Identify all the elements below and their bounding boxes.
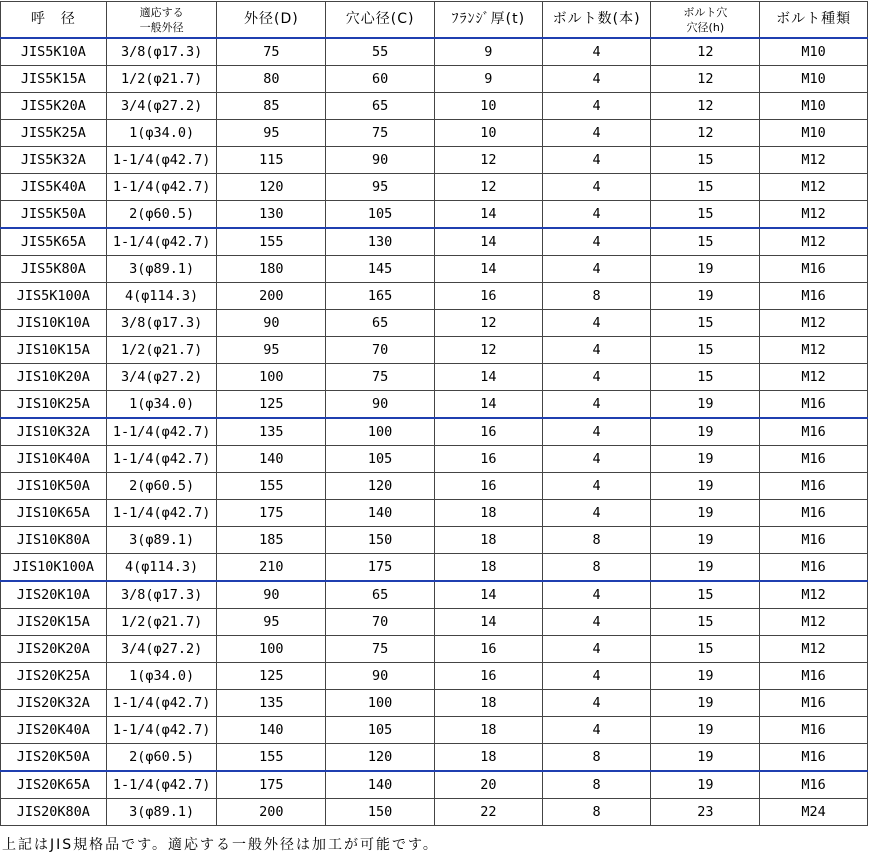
cell-bolt-count: 8 xyxy=(542,799,651,826)
cell-pitch-circle: 105 xyxy=(326,446,435,473)
cell-bolt-type: M16 xyxy=(760,527,868,554)
cell-outer-diameter: 200 xyxy=(217,799,326,826)
cell-nominal: JIS5K80A xyxy=(1,256,107,283)
header-pitch-circle: 穴心径(C) xyxy=(326,2,435,39)
cell-pitch-circle: 75 xyxy=(326,120,435,147)
table-row xyxy=(1,418,868,446)
cell-bolt-hole: 15 xyxy=(651,228,760,256)
cell-bolt-type: M12 xyxy=(760,337,868,364)
cell-thickness: 14 xyxy=(434,581,542,609)
cell-bolt-count: 4 xyxy=(542,418,651,446)
table-row xyxy=(1,147,868,174)
cell-bolt-type: M16 xyxy=(760,283,868,310)
cell-pitch-circle: 65 xyxy=(326,93,435,120)
cell-thickness: 18 xyxy=(434,500,542,527)
cell-bolt-hole: 19 xyxy=(651,717,760,744)
cell-thickness: 12 xyxy=(434,174,542,201)
cell-bolt-type: M24 xyxy=(760,799,868,826)
cell-bolt-count: 4 xyxy=(542,364,651,391)
cell-nominal: JIS5K100A xyxy=(1,283,107,310)
table-row xyxy=(1,717,868,744)
table-header-row xyxy=(1,2,868,39)
cell-nominal: JIS10K80A xyxy=(1,527,107,554)
cell-pitch-circle: 95 xyxy=(326,174,435,201)
cell-pitch-circle: 65 xyxy=(326,310,435,337)
cell-pitch-circle: 140 xyxy=(326,771,435,799)
cell-bolt-hole: 15 xyxy=(651,310,760,337)
table-row xyxy=(1,38,868,66)
cell-outer-diameter: 155 xyxy=(217,473,326,500)
cell-nominal: JIS20K80A xyxy=(1,799,107,826)
cell-pitch-circle: 90 xyxy=(326,663,435,690)
cell-outer-diameter: 155 xyxy=(217,744,326,772)
cell-bolt-hole: 15 xyxy=(651,636,760,663)
cell-pitch-circle: 145 xyxy=(326,256,435,283)
cell-nominal: JIS20K40A xyxy=(1,717,107,744)
header-outer-diameter: 外径(D) xyxy=(217,2,326,39)
cell-outer-diameter: 155 xyxy=(217,228,326,256)
cell-applicable: 1(φ34.0) xyxy=(106,663,217,690)
table-row xyxy=(1,799,868,826)
cell-bolt-type: M12 xyxy=(760,609,868,636)
cell-pitch-circle: 105 xyxy=(326,717,435,744)
cell-bolt-count: 4 xyxy=(542,38,651,66)
cell-bolt-hole: 19 xyxy=(651,500,760,527)
cell-thickness: 14 xyxy=(434,201,542,229)
cell-bolt-hole: 12 xyxy=(651,38,760,66)
cell-bolt-count: 4 xyxy=(542,636,651,663)
footnote: 上記はJIS規格品です。適応する一般外径は加工が可能です。 xyxy=(2,837,439,853)
table-row xyxy=(1,283,868,310)
cell-bolt-type: M12 xyxy=(760,581,868,609)
cell-applicable: 4(φ114.3) xyxy=(106,554,217,582)
cell-bolt-count: 4 xyxy=(542,473,651,500)
cell-pitch-circle: 105 xyxy=(326,201,435,229)
cell-thickness: 18 xyxy=(434,690,542,717)
cell-applicable: 1-1/4(φ42.7) xyxy=(106,147,217,174)
cell-nominal: JIS10K40A xyxy=(1,446,107,473)
cell-applicable: 1-1/4(φ42.7) xyxy=(106,174,217,201)
cell-nominal: JIS20K15A xyxy=(1,609,107,636)
cell-nominal: JIS20K10A xyxy=(1,581,107,609)
cell-bolt-hole: 19 xyxy=(651,663,760,690)
cell-bolt-type: M12 xyxy=(760,201,868,229)
cell-pitch-circle: 150 xyxy=(326,527,435,554)
cell-nominal: JIS20K50A xyxy=(1,744,107,772)
table-row xyxy=(1,391,868,419)
cell-outer-diameter: 90 xyxy=(217,310,326,337)
cell-outer-diameter: 75 xyxy=(217,38,326,66)
cell-bolt-hole: 15 xyxy=(651,581,760,609)
header-applicable-line1: 適応する xyxy=(139,5,184,19)
cell-pitch-circle: 120 xyxy=(326,473,435,500)
cell-outer-diameter: 90 xyxy=(217,581,326,609)
cell-thickness: 14 xyxy=(434,391,542,419)
cell-thickness: 9 xyxy=(434,38,542,66)
cell-bolt-count: 4 xyxy=(542,500,651,527)
cell-bolt-count: 4 xyxy=(542,120,651,147)
cell-bolt-count: 4 xyxy=(542,446,651,473)
cell-pitch-circle: 75 xyxy=(326,364,435,391)
cell-applicable: 3/8(φ17.3) xyxy=(106,581,217,609)
cell-nominal: JIS5K10A xyxy=(1,38,107,66)
table-row xyxy=(1,636,868,663)
cell-nominal: JIS5K65A xyxy=(1,228,107,256)
cell-thickness: 16 xyxy=(434,418,542,446)
table-row xyxy=(1,609,868,636)
cell-bolt-count: 8 xyxy=(542,744,651,772)
header-flange-thickness: ﾌﾗﾝｼﾞ厚(t) xyxy=(434,2,542,39)
cell-outer-diameter: 95 xyxy=(217,120,326,147)
cell-bolt-hole: 19 xyxy=(651,446,760,473)
header-bolt-hole-line1: ボルト穴 xyxy=(683,5,728,19)
cell-bolt-hole: 19 xyxy=(651,283,760,310)
cell-nominal: JIS5K32A xyxy=(1,147,107,174)
cell-bolt-count: 4 xyxy=(542,581,651,609)
table-row xyxy=(1,446,868,473)
header-bolt-hole xyxy=(651,2,760,39)
cell-bolt-count: 4 xyxy=(542,147,651,174)
cell-thickness: 18 xyxy=(434,717,542,744)
cell-bolt-type: M16 xyxy=(760,473,868,500)
cell-bolt-type: M16 xyxy=(760,446,868,473)
table-row xyxy=(1,93,868,120)
cell-applicable: 3(φ89.1) xyxy=(106,256,217,283)
cell-thickness: 14 xyxy=(434,364,542,391)
table-row xyxy=(1,581,868,609)
cell-nominal: JIS10K10A xyxy=(1,310,107,337)
cell-bolt-type: M16 xyxy=(760,256,868,283)
cell-nominal: JIS5K50A xyxy=(1,201,107,229)
cell-pitch-circle: 75 xyxy=(326,636,435,663)
cell-nominal: JIS5K40A xyxy=(1,174,107,201)
cell-pitch-circle: 70 xyxy=(326,337,435,364)
cell-thickness: 16 xyxy=(434,283,542,310)
cell-outer-diameter: 100 xyxy=(217,364,326,391)
cell-bolt-count: 4 xyxy=(542,717,651,744)
table-row xyxy=(1,527,868,554)
cell-nominal: JIS20K25A xyxy=(1,663,107,690)
header-bolt-type: ボルト種類 xyxy=(760,2,868,39)
cell-applicable: 4(φ114.3) xyxy=(106,283,217,310)
header-nominal: 呼 径 xyxy=(1,2,107,39)
cell-applicable: 1(φ34.0) xyxy=(106,120,217,147)
cell-bolt-hole: 19 xyxy=(651,527,760,554)
cell-applicable: 3/4(φ27.2) xyxy=(106,364,217,391)
cell-outer-diameter: 120 xyxy=(217,174,326,201)
cell-bolt-hole: 19 xyxy=(651,473,760,500)
cell-bolt-type: M16 xyxy=(760,744,868,772)
cell-thickness: 10 xyxy=(434,120,542,147)
cell-bolt-hole: 19 xyxy=(651,554,760,582)
cell-pitch-circle: 175 xyxy=(326,554,435,582)
cell-outer-diameter: 80 xyxy=(217,66,326,93)
header-applicable-line2: 一般外径 xyxy=(139,20,184,34)
cell-outer-diameter: 175 xyxy=(217,500,326,527)
cell-applicable: 2(φ60.5) xyxy=(106,473,217,500)
header-bolt-count: ボルト数(本) xyxy=(542,2,651,39)
cell-outer-diameter: 210 xyxy=(217,554,326,582)
cell-thickness: 18 xyxy=(434,554,542,582)
cell-outer-diameter: 140 xyxy=(217,446,326,473)
cell-bolt-count: 8 xyxy=(542,283,651,310)
cell-bolt-type: M12 xyxy=(760,147,868,174)
table-row xyxy=(1,310,868,337)
cell-bolt-count: 4 xyxy=(542,337,651,364)
cell-pitch-circle: 55 xyxy=(326,38,435,66)
cell-nominal: JIS10K32A xyxy=(1,418,107,446)
cell-bolt-hole: 19 xyxy=(651,744,760,772)
cell-bolt-hole: 19 xyxy=(651,256,760,283)
table-row xyxy=(1,174,868,201)
cell-bolt-type: M12 xyxy=(760,364,868,391)
cell-applicable: 3(φ89.1) xyxy=(106,799,217,826)
flange-spec-table xyxy=(0,1,868,826)
cell-pitch-circle: 130 xyxy=(326,228,435,256)
cell-applicable: 1-1/4(φ42.7) xyxy=(106,690,217,717)
cell-bolt-count: 4 xyxy=(542,174,651,201)
cell-bolt-type: M10 xyxy=(760,120,868,147)
cell-bolt-count: 4 xyxy=(542,609,651,636)
cell-outer-diameter: 125 xyxy=(217,663,326,690)
cell-outer-diameter: 180 xyxy=(217,256,326,283)
cell-bolt-count: 4 xyxy=(542,663,651,690)
table-row xyxy=(1,364,868,391)
cell-bolt-count: 4 xyxy=(542,391,651,419)
cell-bolt-type: M12 xyxy=(760,228,868,256)
cell-applicable: 3/8(φ17.3) xyxy=(106,38,217,66)
cell-pitch-circle: 70 xyxy=(326,609,435,636)
table-row xyxy=(1,690,868,717)
cell-bolt-type: M10 xyxy=(760,93,868,120)
cell-thickness: 16 xyxy=(434,446,542,473)
cell-bolt-type: M16 xyxy=(760,391,868,419)
cell-pitch-circle: 165 xyxy=(326,283,435,310)
table-row xyxy=(1,66,868,93)
cell-bolt-hole: 15 xyxy=(651,609,760,636)
cell-bolt-type: M10 xyxy=(760,38,868,66)
cell-bolt-type: M16 xyxy=(760,663,868,690)
cell-nominal: JIS10K100A xyxy=(1,554,107,582)
cell-thickness: 18 xyxy=(434,527,542,554)
cell-applicable: 1-1/4(φ42.7) xyxy=(106,717,217,744)
cell-applicable: 3(φ89.1) xyxy=(106,527,217,554)
cell-applicable: 3/8(φ17.3) xyxy=(106,310,217,337)
cell-thickness: 14 xyxy=(434,256,542,283)
cell-thickness: 9 xyxy=(434,66,542,93)
cell-pitch-circle: 100 xyxy=(326,418,435,446)
cell-bolt-type: M16 xyxy=(760,717,868,744)
table-row xyxy=(1,337,868,364)
cell-thickness: 12 xyxy=(434,147,542,174)
cell-thickness: 16 xyxy=(434,636,542,663)
cell-nominal: JIS10K50A xyxy=(1,473,107,500)
cell-bolt-count: 4 xyxy=(542,228,651,256)
table-row xyxy=(1,663,868,690)
cell-pitch-circle: 140 xyxy=(326,500,435,527)
cell-bolt-hole: 19 xyxy=(651,418,760,446)
cell-nominal: JIS20K20A xyxy=(1,636,107,663)
table-row xyxy=(1,120,868,147)
cell-bolt-hole: 19 xyxy=(651,771,760,799)
cell-bolt-hole: 15 xyxy=(651,174,760,201)
cell-bolt-hole: 15 xyxy=(651,364,760,391)
table-row xyxy=(1,771,868,799)
cell-pitch-circle: 90 xyxy=(326,391,435,419)
cell-bolt-hole: 12 xyxy=(651,120,760,147)
cell-outer-diameter: 135 xyxy=(217,690,326,717)
cell-outer-diameter: 125 xyxy=(217,391,326,419)
cell-pitch-circle: 60 xyxy=(326,66,435,93)
cell-outer-diameter: 115 xyxy=(217,147,326,174)
cell-bolt-type: M12 xyxy=(760,636,868,663)
cell-thickness: 14 xyxy=(434,609,542,636)
table-row xyxy=(1,201,868,229)
cell-applicable: 2(φ60.5) xyxy=(106,201,217,229)
cell-nominal: JIS5K25A xyxy=(1,120,107,147)
cell-applicable: 1-1/4(φ42.7) xyxy=(106,228,217,256)
table-row xyxy=(1,500,868,527)
cell-bolt-hole: 15 xyxy=(651,147,760,174)
cell-nominal: JIS10K25A xyxy=(1,391,107,419)
cell-outer-diameter: 200 xyxy=(217,283,326,310)
cell-bolt-hole: 15 xyxy=(651,337,760,364)
cell-thickness: 10 xyxy=(434,93,542,120)
cell-bolt-count: 4 xyxy=(542,201,651,229)
cell-bolt-count: 8 xyxy=(542,554,651,582)
cell-bolt-count: 4 xyxy=(542,310,651,337)
table-body xyxy=(1,38,868,826)
cell-bolt-type: M10 xyxy=(760,66,868,93)
cell-nominal: JIS10K65A xyxy=(1,500,107,527)
cell-outer-diameter: 175 xyxy=(217,771,326,799)
cell-outer-diameter: 85 xyxy=(217,93,326,120)
cell-bolt-count: 8 xyxy=(542,527,651,554)
cell-thickness: 12 xyxy=(434,310,542,337)
cell-bolt-count: 4 xyxy=(542,93,651,120)
cell-thickness: 20 xyxy=(434,771,542,799)
cell-applicable: 1/2(φ21.7) xyxy=(106,66,217,93)
cell-bolt-hole: 12 xyxy=(651,66,760,93)
cell-bolt-type: M16 xyxy=(760,418,868,446)
header-applicable-diameter xyxy=(106,2,217,39)
cell-nominal: JIS10K20A xyxy=(1,364,107,391)
cell-thickness: 16 xyxy=(434,663,542,690)
header-bolt-hole-line2: 穴径(h) xyxy=(686,20,725,34)
cell-outer-diameter: 95 xyxy=(217,337,326,364)
cell-nominal: JIS5K20A xyxy=(1,93,107,120)
cell-bolt-type: M16 xyxy=(760,500,868,527)
table-row xyxy=(1,256,868,283)
cell-applicable: 1-1/4(φ42.7) xyxy=(106,500,217,527)
cell-bolt-hole: 19 xyxy=(651,391,760,419)
table-row xyxy=(1,744,868,772)
cell-bolt-hole: 23 xyxy=(651,799,760,826)
cell-applicable: 3/4(φ27.2) xyxy=(106,636,217,663)
cell-applicable: 2(φ60.5) xyxy=(106,744,217,772)
cell-pitch-circle: 100 xyxy=(326,690,435,717)
cell-nominal: JIS20K32A xyxy=(1,690,107,717)
cell-thickness: 12 xyxy=(434,337,542,364)
cell-bolt-type: M16 xyxy=(760,771,868,799)
cell-bolt-count: 4 xyxy=(542,690,651,717)
cell-nominal: JIS20K65A xyxy=(1,771,107,799)
cell-applicable: 1(φ34.0) xyxy=(106,391,217,419)
cell-thickness: 14 xyxy=(434,228,542,256)
cell-thickness: 18 xyxy=(434,744,542,772)
cell-nominal: JIS5K15A xyxy=(1,66,107,93)
cell-bolt-type: M16 xyxy=(760,554,868,582)
cell-applicable: 1-1/4(φ42.7) xyxy=(106,771,217,799)
cell-pitch-circle: 90 xyxy=(326,147,435,174)
table-row xyxy=(1,228,868,256)
cell-applicable: 1/2(φ21.7) xyxy=(106,337,217,364)
cell-bolt-count: 4 xyxy=(542,66,651,93)
cell-pitch-circle: 65 xyxy=(326,581,435,609)
cell-applicable: 1-1/4(φ42.7) xyxy=(106,446,217,473)
cell-applicable: 1-1/4(φ42.7) xyxy=(106,418,217,446)
cell-thickness: 22 xyxy=(434,799,542,826)
cell-bolt-hole: 15 xyxy=(651,201,760,229)
cell-outer-diameter: 95 xyxy=(217,609,326,636)
cell-pitch-circle: 120 xyxy=(326,744,435,772)
cell-bolt-type: M16 xyxy=(760,690,868,717)
cell-outer-diameter: 185 xyxy=(217,527,326,554)
cell-bolt-count: 8 xyxy=(542,771,651,799)
cell-bolt-type: M12 xyxy=(760,174,868,201)
cell-outer-diameter: 100 xyxy=(217,636,326,663)
cell-applicable: 3/4(φ27.2) xyxy=(106,93,217,120)
cell-bolt-hole: 12 xyxy=(651,93,760,120)
cell-pitch-circle: 150 xyxy=(326,799,435,826)
cell-bolt-type: M12 xyxy=(760,310,868,337)
table-row xyxy=(1,473,868,500)
table-row xyxy=(1,554,868,582)
cell-nominal: JIS10K15A xyxy=(1,337,107,364)
cell-bolt-hole: 19 xyxy=(651,690,760,717)
cell-outer-diameter: 130 xyxy=(217,201,326,229)
cell-thickness: 16 xyxy=(434,473,542,500)
cell-outer-diameter: 135 xyxy=(217,418,326,446)
cell-bolt-count: 4 xyxy=(542,256,651,283)
cell-outer-diameter: 140 xyxy=(217,717,326,744)
cell-applicable: 1/2(φ21.7) xyxy=(106,609,217,636)
